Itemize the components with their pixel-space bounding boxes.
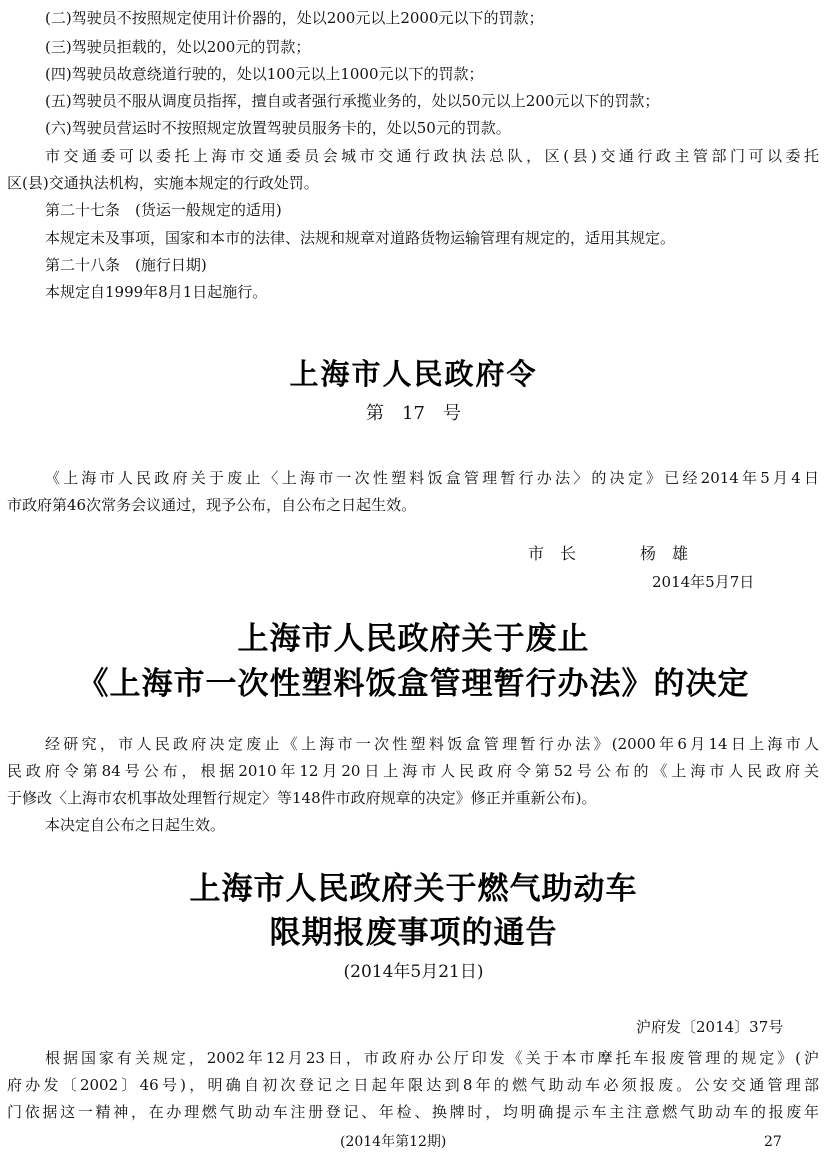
penalty-item-2: (二)驾驶员不按照规定使用计价器的，处以200元以上2000元以下的罚款； — [45, 9, 544, 27]
delegation-paragraph-line-1: 市交通委可以委托上海市交通委员会城市交通行政执法总队，区(县)交通行政主管部门可以委托 — [45, 147, 819, 165]
order-number: 第 17 号 — [366, 403, 461, 424]
order-paragraph-line-2: 市政府第46次常务会议通过，现予公布，自公布之日起生效。 — [7, 496, 417, 514]
notice-paragraph-line-3: 门依据这一精神，在办理燃气助动车注册登记、年检、换牌时，均明确提示车主注意燃气助动车的报废年 — [7, 1103, 819, 1121]
article-28-heading: 第二十八条 (施行日期) — [45, 256, 207, 274]
decision-paragraph-line-2: 民政府令第84号公布，根据2010年12月20日上海市人民政府令第52号公布的《上海市人民政府关 — [7, 762, 819, 780]
penalty-item-5: (五)驾驶员不服从调度员指挥，擅自或者强行承揽业务的，处以50元以上200元以下的罚款； — [45, 92, 660, 110]
delegation-paragraph-line-2: 区(县)交通执法机构，实施本规定的行政处罚。 — [7, 174, 319, 192]
order-date: 2014年5月7日 — [652, 573, 755, 591]
penalty-item-3: (三)驾驶员拒载的，处以200元的罚款； — [45, 38, 311, 56]
issue-footer: (2014年第12期) — [340, 1134, 447, 1150]
decision-paragraph-line-1: 经研究，市人民政府决定废止《上海市一次性塑料饭盒管理暂行办法》(2000年6月14日上海市人 — [45, 735, 819, 753]
notice-title-line-2: 限期报废事项的通告 — [269, 915, 558, 951]
article-28-text: 本规定自1999年8月1日起施行。 — [45, 283, 268, 301]
penalty-item-6: (六)驾驶员营运时不按照规定放置驾驶员服务卡的，处以50元的罚款。 — [45, 119, 511, 137]
order-signer: 市 长 杨 雄 — [528, 544, 689, 563]
notice-doc-number: 沪府发〔2014〕37号 — [636, 1018, 784, 1036]
decision-paragraph-line-3: 于修改〈上海市农机事故处理暂行规定〉等148件市政府规章的决定》修正并重新公布)。 — [7, 789, 597, 807]
decision-effective-text: 本决定自公布之日起生效。 — [45, 816, 226, 834]
notice-title-line-1: 上海市人民政府关于燃气助动车 — [189, 871, 638, 907]
article-27-text: 本规定未及事项，国家和本市的法律、法规和规章对道路货物运输管理有规定的，适用其规定。 — [45, 229, 676, 247]
decision-title-line-2: 《上海市一次性塑料饭盒管理暂行办法》的决定 — [77, 666, 750, 702]
order-title: 上海市人民政府令 — [289, 357, 538, 391]
article-27-heading: 第二十七条 (货运一般规定的适用) — [45, 201, 282, 219]
notice-date: (2014年5月21日) — [343, 962, 484, 982]
notice-paragraph-line-1: 根据国家有关规定，2002年12月23日，市政府办公厅印发《关于本市摩托车报废管理的规定》(沪 — [45, 1049, 819, 1067]
order-paragraph-line-1: 《上海市人民政府关于废止〈上海市一次性塑料饭盒管理暂行办法〉的决定》已经2014年5月4日 — [45, 469, 819, 487]
notice-paragraph-line-2: 府办发〔2002〕46号)，明确自初次登记之日起年限达到8年的燃气助动车必须报废。公安交通管理部 — [7, 1076, 819, 1094]
penalty-item-4: (四)驾驶员故意绕道行驶的，处以100元以上1000元以下的罚款； — [45, 65, 484, 83]
decision-title-line-1: 上海市人民政府关于废止 — [237, 621, 590, 657]
page-number: 27 — [764, 1134, 782, 1150]
